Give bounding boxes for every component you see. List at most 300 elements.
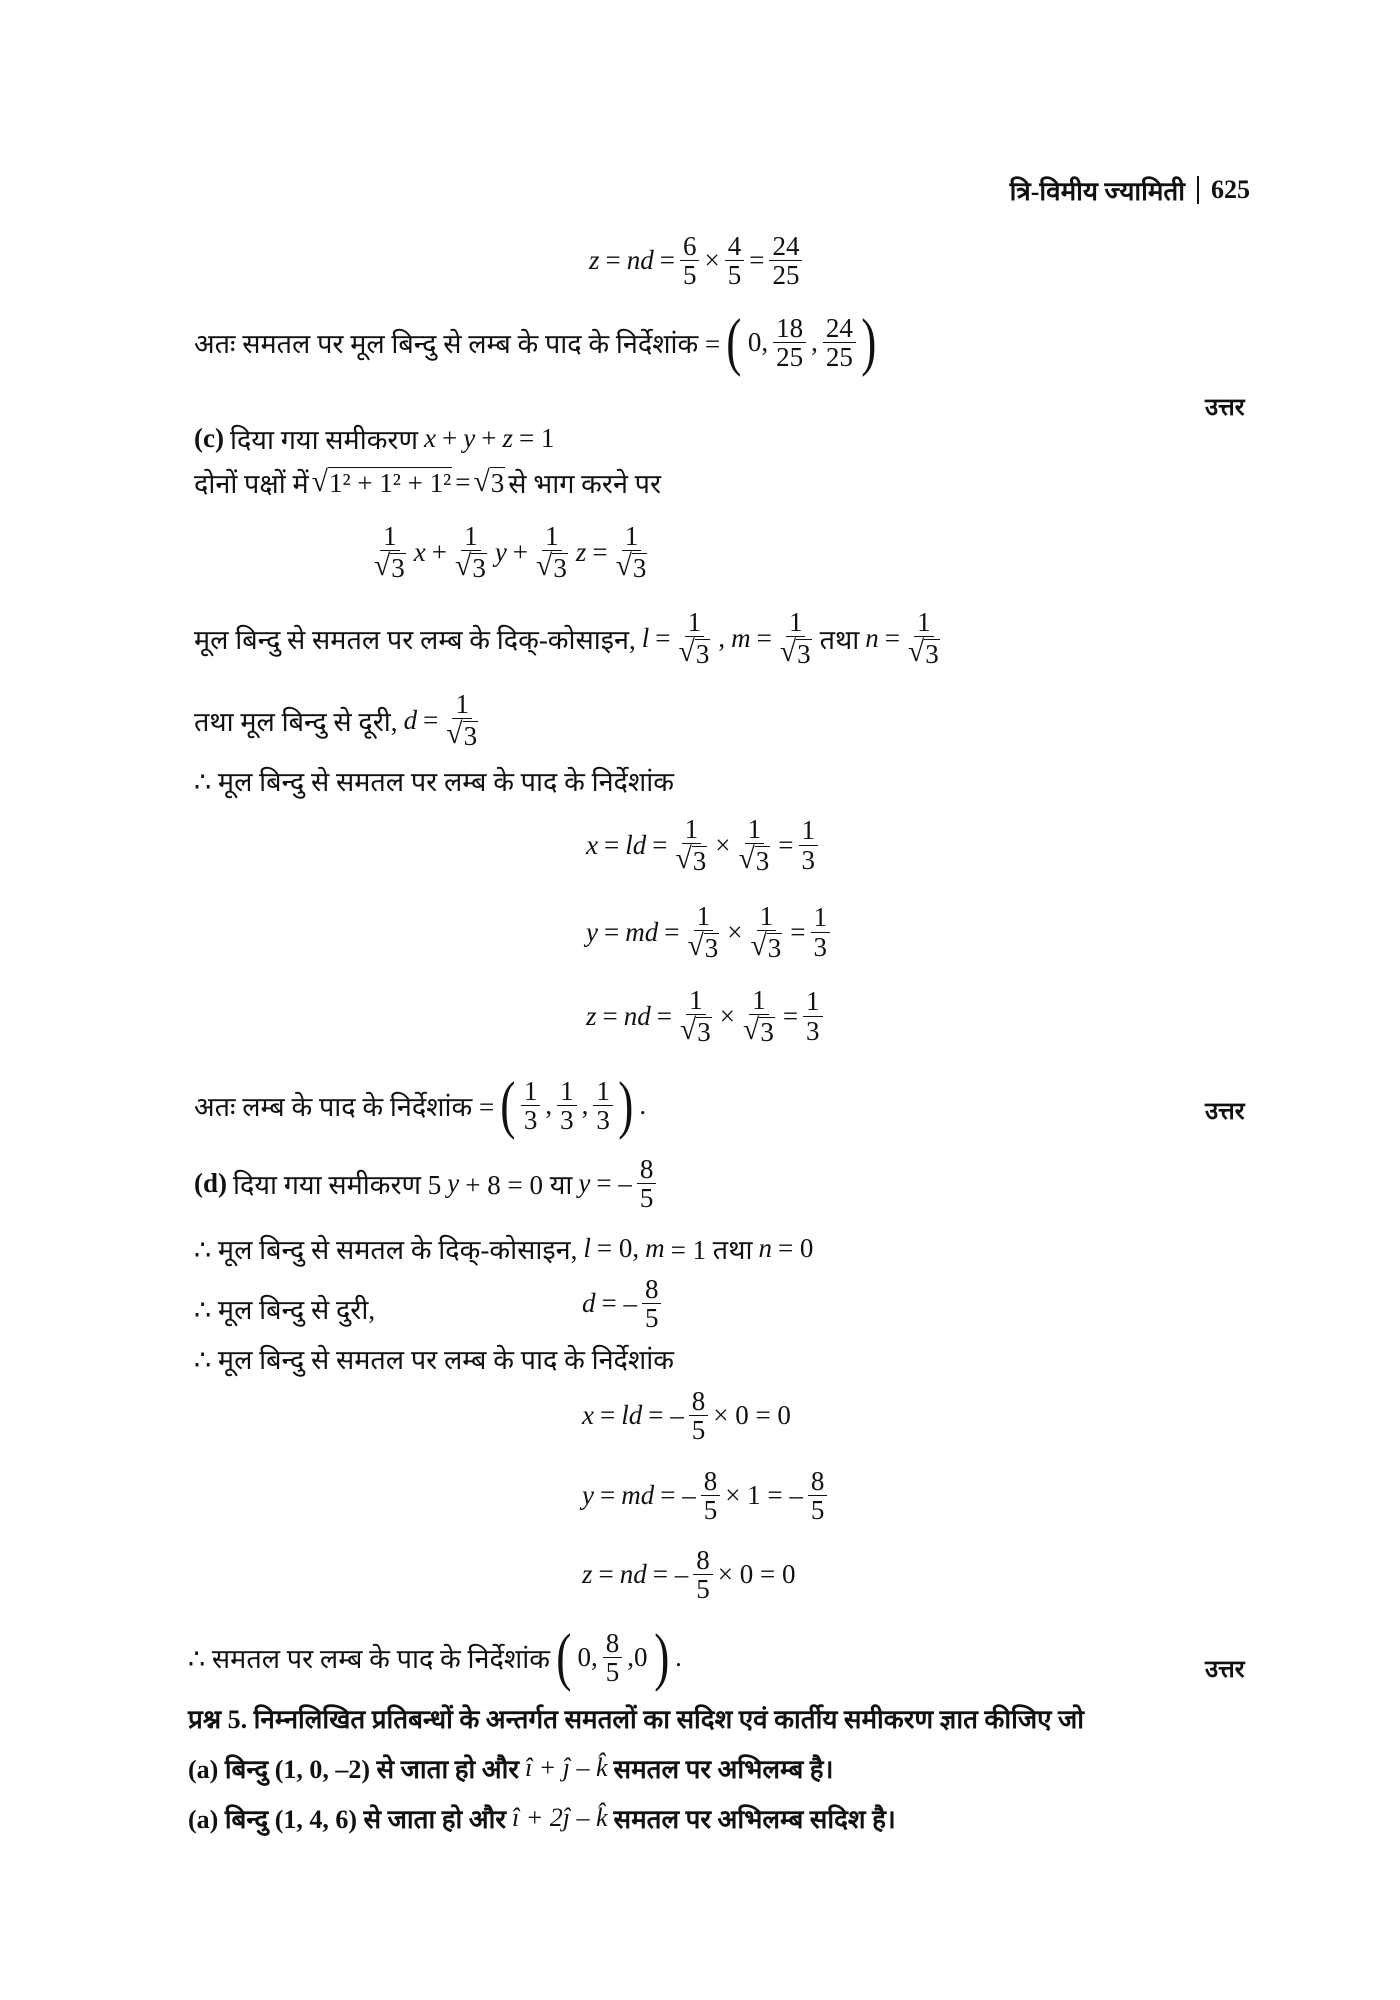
radical-sign: √ (446, 718, 463, 751)
math-variable: z (589, 245, 600, 276)
numerator-value: 1 (813, 902, 828, 933)
denominator-value: 3 (523, 1104, 538, 1135)
text-run: = (790, 916, 806, 947)
text-run: ∴ मूल बिन्दु से दुरी, (194, 1295, 376, 1325)
fraction (533, 522, 571, 583)
numerator-value: 1 (687, 607, 702, 637)
math-variable: z (586, 1000, 597, 1031)
numerator (682, 815, 702, 844)
numerator (380, 522, 400, 551)
distance-d-label (191, 1290, 378, 1327)
right-paren: ) (861, 306, 877, 378)
numerator (461, 522, 481, 551)
numerator (557, 1077, 577, 1106)
numerator-value: 24 (825, 312, 853, 343)
numerator (689, 1387, 709, 1416)
radical-sign: √ (907, 636, 925, 669)
math-variable: m (645, 1233, 665, 1263)
radical-sign: √ (311, 466, 328, 498)
sqrt-expression (675, 844, 707, 875)
text-run: , (718, 622, 726, 653)
distance-c (191, 690, 483, 751)
denominator (777, 637, 815, 668)
math-variable: nd (626, 245, 654, 276)
denominator (371, 551, 409, 582)
fraction (677, 986, 715, 1047)
question-5a-second (185, 1800, 899, 1836)
fraction (557, 1077, 577, 1135)
radical-sign: √ (374, 550, 391, 583)
text-run: ∴ मूल बिन्दु से समतल के दिक्-कोसाइन, (194, 1235, 578, 1265)
numerator (773, 314, 806, 343)
math-variable: n (758, 1233, 772, 1263)
fraction (676, 608, 714, 669)
math-variable: y (586, 916, 598, 947)
text-run: . (639, 1089, 647, 1120)
math-variable: z (582, 1559, 593, 1590)
denominator-value: 3 (801, 844, 816, 875)
answer-label: उत्तर (1205, 1657, 1245, 1683)
math-variable: ld (625, 829, 647, 860)
math-variable: md (625, 916, 659, 947)
text-run: = (659, 245, 675, 276)
sqrt-expression (908, 637, 940, 668)
denominator (747, 931, 785, 962)
fraction (701, 1467, 721, 1525)
math-variable: î + ĵ – k̂ (524, 1753, 608, 1782)
fraction (777, 608, 815, 669)
denominator-value: 5 (605, 1656, 620, 1687)
equation-z-d (579, 1546, 798, 1604)
sqrt-expression (680, 1015, 712, 1046)
text-run: = (602, 1000, 618, 1031)
numerator (725, 232, 745, 261)
numerator-value: 1 (806, 986, 820, 1017)
denominator (677, 1015, 715, 1046)
answer-label: उत्तर (1205, 395, 1245, 421)
numerator-value: 1 (523, 1075, 538, 1106)
text-run: ∴ समतल पर लम्ब के पाद के निर्देशांक (188, 1643, 550, 1674)
numerator (542, 522, 562, 551)
right-paren: ) (618, 1069, 634, 1141)
numerator (680, 232, 700, 261)
radicand: 3 (925, 639, 939, 670)
numerator (701, 1467, 721, 1496)
fraction (371, 522, 409, 583)
fraction (725, 232, 745, 290)
math-variable: x (582, 1400, 594, 1431)
radicand: 3 (632, 553, 647, 584)
divide-by-root3 (191, 464, 664, 501)
radical-sign: √ (750, 930, 767, 963)
fraction (808, 1467, 828, 1525)
fraction (684, 902, 722, 963)
math-variable: y (494, 536, 507, 567)
radical-sign: √ (675, 843, 692, 876)
denominator-value: 3 (596, 1104, 610, 1135)
sqrt-expression (616, 551, 648, 582)
equation-z-nd (586, 232, 804, 290)
denominator (823, 343, 856, 371)
radical-sign: √ (536, 550, 553, 583)
text-run: दिया गया समीकरण 5 (233, 1170, 442, 1201)
text-run: = 0 (777, 1233, 814, 1263)
denominator-value: 5 (639, 1183, 654, 1214)
numerator-value: 1 (788, 607, 803, 637)
denominator (803, 1017, 823, 1045)
text-run: = (455, 467, 471, 497)
text-run: , (811, 326, 818, 357)
text-run: ∴ मूल बिन्दु से समतल पर लम्ब के पाद के निर्देशांक (194, 767, 674, 797)
direction-cosines-c (191, 608, 945, 669)
foot-coordinates-c (191, 1069, 649, 1141)
fraction (736, 815, 774, 876)
text-run: = – (652, 1559, 689, 1590)
part-c-heading (191, 420, 557, 457)
numerator-value: 18 (776, 312, 804, 343)
text-run: + (481, 423, 497, 453)
parenthesized-tuple (497, 1069, 636, 1141)
numerator-value: 1 (689, 985, 703, 1015)
numerator (603, 1629, 623, 1658)
numerator-value: 8 (605, 1627, 620, 1658)
foot-coordinates-d (185, 1621, 685, 1693)
math-variable: ld (621, 1400, 643, 1431)
denominator (773, 343, 806, 371)
radicand: 3 (704, 933, 719, 964)
radical-sign: √ (779, 636, 797, 669)
normalized-equation (369, 522, 652, 583)
bold-text: प्रश्न 5. निम्नलिखित प्रतिबन्धों के अन्तर्गत समतलों का सदिश एवं कार्तीय समीकरण ज्ञात कीजिए जो (188, 1705, 1085, 1734)
denominator (593, 1106, 613, 1134)
radicand: 3 (472, 553, 486, 584)
question-5a (185, 1750, 836, 1786)
text-run: = (749, 245, 765, 276)
denominator-value: 5 (644, 1303, 659, 1334)
math-variable: nd (623, 1000, 651, 1031)
numerator-value: 4 (727, 231, 742, 261)
chapter-title: त्रि-विमीय ज्यामिती (1009, 177, 1185, 206)
foot-heading-d (191, 1340, 677, 1377)
numerator-value: 8 (696, 1545, 710, 1575)
numerator (521, 1077, 541, 1106)
fraction (689, 1387, 709, 1445)
denominator-value: 3 (806, 1015, 820, 1046)
bold-text: समतल पर अभिलम्ब सदिश है। (613, 1805, 896, 1834)
fraction (672, 815, 710, 876)
numerator-value: 1 (464, 521, 478, 551)
text-run: = (599, 1400, 616, 1431)
radicand: 3 (490, 468, 505, 498)
fraction (773, 314, 806, 372)
question-5 (185, 1700, 1087, 1736)
text-run: ∴ मूल बिन्दु से समतल पर लम्ब के पाद के निर्देशांक (194, 1345, 674, 1375)
direction-cosines-d (191, 1230, 816, 1267)
left-paren: ( (556, 1621, 572, 1693)
math-variable: x (413, 536, 426, 567)
text-run: दिया गया समीकरण (229, 425, 418, 455)
numerator (757, 902, 777, 931)
numerator-value: 1 (747, 814, 762, 844)
bold-text: (a) बिन्दु (1, 0, –2) से जाता हो और (188, 1755, 519, 1784)
text-run: = – (648, 1400, 684, 1431)
radicand: 3 (391, 553, 405, 584)
denominator-value: 5 (810, 1495, 825, 1526)
equation-z-c (583, 986, 825, 1047)
denominator-value: 25 (776, 341, 804, 372)
equation-x-c (583, 815, 820, 876)
radical-sign: √ (738, 843, 755, 876)
denominator (808, 1496, 828, 1524)
fraction (747, 902, 785, 963)
radicand: 3 (697, 1017, 711, 1048)
text-run: . (675, 1641, 682, 1672)
sqrt-expression (739, 844, 771, 875)
text-run: , (581, 1089, 589, 1120)
math-variable: n (865, 622, 879, 653)
text-run: = (664, 916, 680, 947)
math-variable: d (403, 704, 418, 735)
math-variable: y (578, 1168, 591, 1199)
bold-text: समतल पर अभिलम्ब है। (613, 1755, 834, 1784)
page-number: 625 (1211, 175, 1250, 204)
text-run: 0, (577, 1641, 598, 1672)
radical-sign: √ (455, 550, 472, 583)
radical-sign: √ (473, 466, 490, 498)
text-run: दोनों पक्षों में (194, 469, 309, 499)
denominator (557, 1106, 577, 1134)
numerator (808, 1467, 828, 1496)
numerator-value: 1 (624, 521, 639, 551)
numerator (769, 232, 802, 261)
text-run: = (423, 704, 439, 735)
bold-text: (c) (194, 423, 224, 453)
text-run: मूल बिन्दु से समतल पर लम्ब के दिक्-कोसाइन, (194, 624, 636, 655)
text-run: , (545, 1089, 553, 1120)
denominator-value: 3 (560, 1104, 574, 1135)
math-variable: z (502, 423, 513, 453)
text-run: अतः समतल पर मूल बिन्दु से लम्ब के पाद के निर्देशांक = (194, 328, 721, 359)
text-run: + (512, 536, 529, 567)
bold-text: (a) बिन्दु (1, 4, 6) से जाता हो और (188, 1805, 506, 1834)
sqrt-expression (679, 637, 711, 668)
fraction (823, 314, 856, 372)
distance-d-value (579, 1275, 663, 1333)
numerator-value: 1 (596, 1075, 610, 1106)
sqrt-expression (312, 466, 453, 499)
sqrt-expression (750, 931, 782, 962)
equation-y-c (583, 902, 832, 963)
text-run: = (605, 245, 621, 276)
denominator (689, 1416, 709, 1444)
sqrt-expression (687, 931, 719, 962)
numerator (803, 987, 823, 1016)
numerator (799, 816, 819, 845)
denominator-value: 5 (691, 1415, 706, 1446)
left-paren: ( (500, 1069, 516, 1141)
text-run: × 0 = 0 (717, 1559, 796, 1590)
fraction (637, 1155, 657, 1213)
text-run: = – (660, 1480, 696, 1511)
radicand: 3 (767, 933, 782, 964)
bold-text: (d) (194, 1168, 227, 1199)
equation-x-d (579, 1387, 794, 1445)
fraction (521, 1077, 541, 1135)
denominator (672, 844, 710, 875)
numerator-value: 1 (455, 689, 469, 719)
numerator-value: 24 (772, 231, 800, 261)
left-paren: ( (726, 306, 742, 378)
sqrt-expression (780, 637, 812, 668)
math-variable: nd (619, 1559, 647, 1590)
radical-sign: √ (678, 636, 695, 669)
radical-sign: √ (687, 930, 704, 963)
denominator (769, 261, 802, 289)
denominator (693, 1575, 713, 1603)
denominator (736, 844, 774, 875)
math-variable: l (641, 622, 650, 653)
math-variable: m (731, 622, 751, 653)
numerator-value: 6 (682, 231, 697, 261)
numerator (593, 1077, 613, 1106)
denominator (799, 846, 819, 874)
math-variable: y (463, 423, 476, 453)
text-run: + 8 = 0 या (465, 1170, 573, 1201)
foot-heading-c (191, 762, 677, 799)
math-variable: md (621, 1480, 655, 1511)
fraction (613, 522, 651, 583)
numerator (642, 1275, 662, 1304)
math-variable: î + 2ĵ – k̂ (511, 1803, 608, 1832)
numerator (914, 608, 934, 637)
denominator (740, 1015, 778, 1046)
fraction (740, 986, 778, 1047)
text-run: तथा (819, 624, 860, 655)
numerator-value: 1 (545, 521, 559, 551)
sqrt-expression (536, 551, 568, 582)
denominator (642, 1304, 662, 1332)
radicand: 3 (553, 553, 567, 584)
numerator-value: 8 (691, 1386, 706, 1416)
text-run: × 0 = 0 (713, 1400, 791, 1431)
text-run: तथा मूल बिन्दु से दूरी, (194, 706, 398, 737)
numerator-value: 1 (383, 521, 397, 551)
math-variable: y (447, 1168, 460, 1199)
text-run: + (431, 536, 448, 567)
text-run: + (441, 423, 458, 453)
radicand: 3 (695, 639, 710, 670)
right-paren: ) (653, 1621, 669, 1693)
denominator (603, 1658, 623, 1686)
numerator (745, 815, 765, 844)
radical-sign: √ (743, 1014, 760, 1047)
fraction (905, 608, 943, 669)
denominator (533, 551, 571, 582)
text-run: = 1 तथा (670, 1235, 753, 1265)
text-run: = (652, 829, 668, 860)
sqrt-expression (743, 1015, 775, 1046)
text-run: से भाग करने पर (508, 469, 662, 499)
numerator (749, 986, 769, 1015)
sqrt-expression (455, 551, 487, 582)
sqrt-expression (446, 719, 478, 750)
text-run: अतः लम्ब के पाद के निर्देशांक = (194, 1091, 495, 1122)
text-run: = (756, 622, 772, 653)
numerator (637, 1155, 657, 1184)
radical-sign: √ (679, 1014, 697, 1047)
numerator-value: 1 (752, 985, 766, 1015)
answer-label: उत्तर (1205, 1099, 1245, 1125)
denominator-value: 5 (727, 260, 742, 291)
numerator-value: 8 (703, 1466, 718, 1496)
radicand: 3 (463, 721, 478, 752)
denominator (613, 551, 651, 582)
numerator (786, 608, 806, 637)
math-variable: y (582, 1480, 594, 1511)
math-variable: d (582, 1288, 596, 1319)
text-run: = (599, 1480, 616, 1511)
text-run: × 1 = – (725, 1480, 803, 1511)
denominator-value: 25 (825, 341, 853, 372)
numerator-value: 1 (684, 814, 699, 844)
text-run: = 1 (518, 423, 555, 453)
fraction (811, 903, 831, 961)
fraction (769, 232, 802, 290)
text-run: = – (601, 1288, 637, 1319)
denominator-value: 3 (813, 931, 828, 962)
running-header (1010, 172, 1250, 208)
denominator (637, 1184, 657, 1212)
text-run: = (782, 1000, 799, 1031)
denominator (521, 1106, 541, 1134)
denominator (725, 261, 745, 289)
numerator (685, 608, 705, 637)
denominator-value: 5 (696, 1574, 710, 1605)
denominator-value: 5 (703, 1495, 718, 1526)
radicand: 3 (797, 639, 811, 670)
math-variable: x (586, 829, 598, 860)
fraction (642, 1275, 662, 1333)
parenthesized-tuple (553, 1621, 672, 1693)
foot-coordinates-b (191, 306, 879, 378)
numerator (686, 986, 706, 1015)
fraction (803, 987, 823, 1045)
text-run: = (598, 1559, 614, 1590)
text-run: × (727, 916, 743, 947)
numerator-value: 8 (644, 1274, 659, 1304)
denominator-value: 25 (772, 260, 800, 291)
text-run: × (704, 245, 720, 276)
text-run: × (715, 829, 731, 860)
fraction (693, 1546, 713, 1604)
denominator (684, 931, 722, 962)
header-divider (1197, 176, 1199, 204)
numerator (811, 903, 831, 932)
text-run: = (603, 916, 620, 947)
numerator-value: 8 (639, 1154, 654, 1184)
math-variable: z (575, 536, 587, 567)
text-run: ,0 (627, 1641, 648, 1672)
part-d-heading (191, 1155, 658, 1213)
fraction (443, 690, 481, 751)
numerator (622, 522, 642, 551)
numerator (823, 314, 856, 343)
numerator-value: 1 (759, 901, 774, 931)
math-variable: l (583, 1233, 591, 1263)
numerator-value: 1 (917, 607, 931, 637)
math-variable: x (424, 423, 436, 453)
denominator (452, 551, 490, 582)
